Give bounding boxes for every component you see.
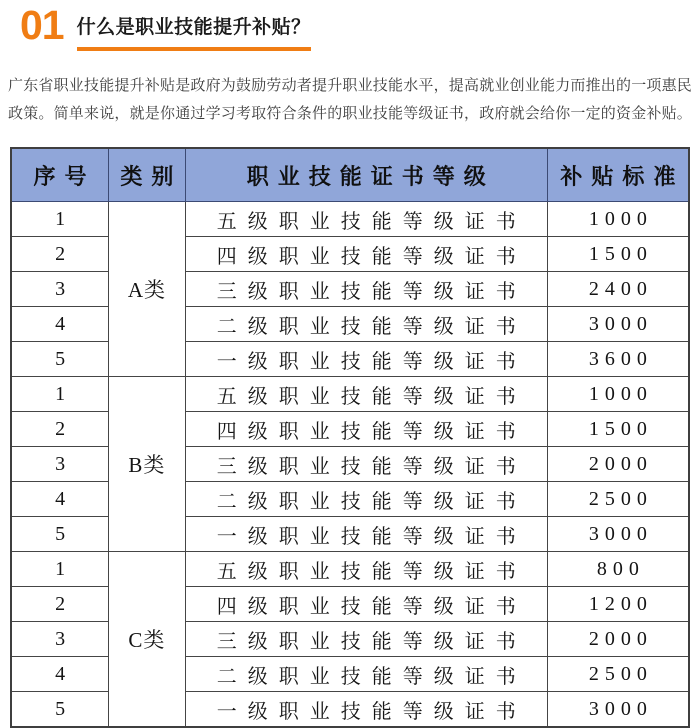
- cell-no: 2: [11, 587, 109, 622]
- cell-amount: 2000: [547, 447, 689, 482]
- column-header-amt: 补贴标准: [547, 148, 689, 202]
- cell-cert: 四级职业技能等级证书: [185, 412, 547, 447]
- cell-no: 4: [11, 482, 109, 517]
- table-body: [11, 202, 689, 728]
- cell-no: 3: [11, 272, 109, 307]
- page-title: 什么是职业技能提升补贴？: [77, 12, 311, 51]
- cell-no: 5: [11, 517, 109, 552]
- cell-cert: 三级职业技能等级证书: [185, 272, 547, 307]
- cell-no: 5: [11, 342, 109, 377]
- table-header: [11, 148, 689, 202]
- cell-amount: 800: [547, 552, 689, 587]
- cell-amount: 2500: [547, 482, 689, 517]
- cell-amount: 1500: [547, 237, 689, 272]
- cell-amount: 1000: [547, 377, 689, 412]
- cell-no: 5: [11, 692, 109, 728]
- cell-no: 4: [11, 657, 109, 692]
- section-title-wrap: [77, 5, 311, 51]
- cell-amount: 3000: [547, 307, 689, 342]
- table-header-row: [11, 148, 689, 202]
- cell-cert: 二级职业技能等级证书: [185, 307, 547, 342]
- column-header-no: 序号: [11, 148, 109, 202]
- cell-amount: 2400: [547, 272, 689, 307]
- cell-category: C类: [109, 552, 186, 728]
- cell-no: 3: [11, 447, 109, 482]
- cell-cert: 三级职业技能等级证书: [185, 447, 547, 482]
- cell-cert: 二级职业技能等级证书: [185, 657, 547, 692]
- cell-category: B类: [109, 377, 186, 552]
- table-row: [11, 202, 689, 237]
- cell-no: 2: [11, 412, 109, 447]
- cell-no: 2: [11, 237, 109, 272]
- column-header-cat: 类别: [109, 148, 186, 202]
- intro-paragraph: 广东省职业技能提升补贴是政府为鼓励劳动者提升职业技能水平，提高就业创业能力而推出的一项惠民政策。简单来说，就是你通过学习考取符合条件的职业技能等级证书，政府就会给你一定的资金补贴。: [8, 77, 693, 122]
- cell-amount: 3000: [547, 692, 689, 728]
- cell-cert: 四级职业技能等级证书: [185, 587, 547, 622]
- cell-amount: 3000: [547, 517, 689, 552]
- subsidy-table: [10, 147, 690, 728]
- column-header-cert: 职业技能证书等级: [185, 148, 547, 202]
- cell-cert: 二级职业技能等级证书: [185, 482, 547, 517]
- cell-category: A类: [109, 202, 186, 377]
- section-number: 01: [20, 2, 64, 48]
- cell-cert: 四级职业技能等级证书: [185, 237, 547, 272]
- cell-no: 1: [11, 552, 109, 587]
- cell-amount: 1500: [547, 412, 689, 447]
- cell-cert: 五级职业技能等级证书: [185, 377, 547, 412]
- cell-no: 4: [11, 307, 109, 342]
- cell-no: 3: [11, 622, 109, 657]
- cell-amount: 3600: [547, 342, 689, 377]
- cell-amount: 1200: [547, 587, 689, 622]
- cell-cert: 一级职业技能等级证书: [185, 517, 547, 552]
- cell-no: 1: [11, 377, 109, 412]
- cell-no: 1: [11, 202, 109, 237]
- cell-amount: 1000: [547, 202, 689, 237]
- cell-cert: 三级职业技能等级证书: [185, 622, 547, 657]
- table-row: [11, 552, 689, 587]
- cell-cert: 五级职业技能等级证书: [185, 202, 547, 237]
- cell-cert: 一级职业技能等级证书: [185, 342, 547, 377]
- cell-cert: 一级职业技能等级证书: [185, 692, 547, 728]
- cell-cert: 五级职业技能等级证书: [185, 552, 547, 587]
- cell-amount: 2000: [547, 622, 689, 657]
- cell-amount: 2500: [547, 657, 689, 692]
- table-row: [11, 377, 689, 412]
- section-header: [0, 0, 700, 51]
